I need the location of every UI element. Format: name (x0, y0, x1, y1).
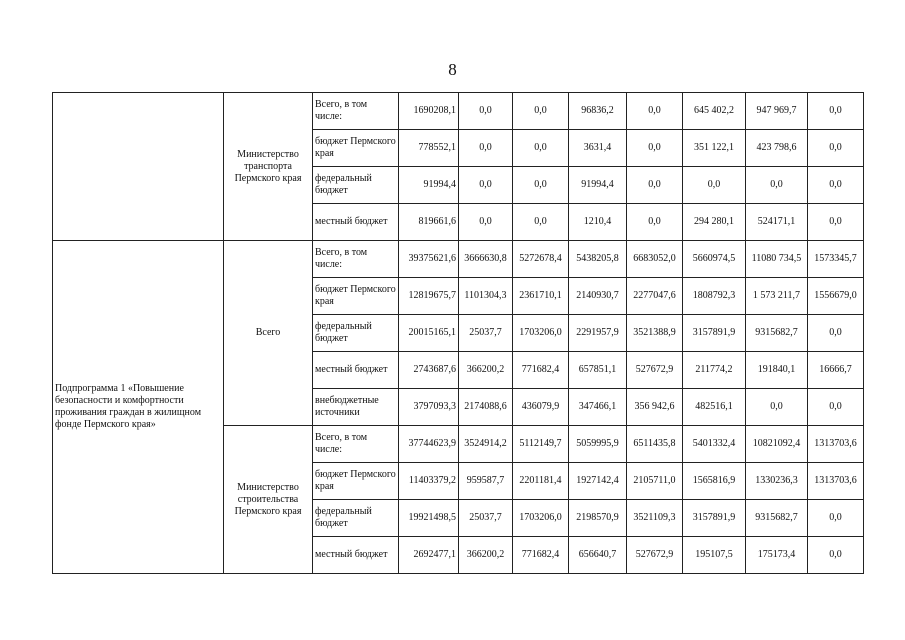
value-cell: 0,0 (746, 389, 808, 426)
funding-source-cell: бюджет Пермского края (313, 130, 399, 167)
funding-source-cell: федеральный бюджет (313, 500, 399, 537)
value-cell: 175173,4 (746, 537, 808, 574)
value-cell: 356 942,6 (627, 389, 683, 426)
value-cell: 191840,1 (746, 352, 808, 389)
value-cell: 1703206,0 (513, 315, 569, 352)
value-cell: 25037,7 (459, 315, 513, 352)
value-cell: 2291957,9 (569, 315, 627, 352)
value-cell: 294 280,1 (683, 204, 746, 241)
funding-source-cell: местный бюджет (313, 204, 399, 241)
value-cell: 9315682,7 (746, 500, 808, 537)
value-cell: 9315682,7 (746, 315, 808, 352)
value-cell: 1330236,3 (746, 463, 808, 500)
value-cell: 0,0 (808, 537, 864, 574)
value-cell: 211774,2 (683, 352, 746, 389)
value-cell: 527672,9 (627, 352, 683, 389)
value-cell: 11080 734,5 (746, 241, 808, 278)
value-cell: 0,0 (459, 204, 513, 241)
value-cell: 3524914,2 (459, 426, 513, 463)
value-cell: 657851,1 (569, 352, 627, 389)
value-cell: 0,0 (808, 204, 864, 241)
value-cell: 645 402,2 (683, 93, 746, 130)
value-cell: 0,0 (808, 500, 864, 537)
value-cell: 0,0 (808, 167, 864, 204)
value-cell: 0,0 (513, 130, 569, 167)
value-cell: 10821092,4 (746, 426, 808, 463)
value-cell: 0,0 (808, 130, 864, 167)
program-cell: Подпрограмма 1 «Повышение безопасности и комфортности проживания граждан в жилищном фонде Пермского края» (53, 241, 224, 574)
value-cell: 3521109,3 (627, 500, 683, 537)
value-cell: 37744623,9 (399, 426, 459, 463)
executor-cell: Министерство транспорта Пермского края (224, 93, 313, 241)
table-row (53, 241, 864, 278)
page-number: 8 (448, 60, 457, 79)
value-cell: 366200,2 (459, 352, 513, 389)
value-cell: 1690208,1 (399, 93, 459, 130)
value-cell: 5660974,5 (683, 241, 746, 278)
executor-cell: Всего (224, 241, 313, 426)
value-cell: 6511435,8 (627, 426, 683, 463)
value-cell: 0,0 (459, 167, 513, 204)
value-cell: 0,0 (808, 315, 864, 352)
value-cell: 1 573 211,7 (746, 278, 808, 315)
value-cell: 0,0 (513, 93, 569, 130)
value-cell: 3797093,3 (399, 389, 459, 426)
value-cell: 96836,2 (569, 93, 627, 130)
value-cell: 3157891,9 (683, 315, 746, 352)
value-cell: 20015165,1 (399, 315, 459, 352)
value-cell: 25037,7 (459, 500, 513, 537)
value-cell: 947 969,7 (746, 93, 808, 130)
value-cell: 0,0 (513, 204, 569, 241)
value-cell: 2105711,0 (627, 463, 683, 500)
value-cell: 351 122,1 (683, 130, 746, 167)
program-cell (53, 93, 224, 241)
value-cell: 0,0 (627, 167, 683, 204)
value-cell: 656640,7 (569, 537, 627, 574)
value-cell: 1703206,0 (513, 500, 569, 537)
funding-source-cell: федеральный бюджет (313, 315, 399, 352)
funding-source-cell: бюджет Пермского края (313, 463, 399, 500)
value-cell: 366200,2 (459, 537, 513, 574)
value-cell: 1808792,3 (683, 278, 746, 315)
funding-source-cell: федеральный бюджет (313, 167, 399, 204)
value-cell: 11403379,2 (399, 463, 459, 500)
value-cell: 0,0 (459, 130, 513, 167)
value-cell: 3666630,8 (459, 241, 513, 278)
value-cell: 19921498,5 (399, 500, 459, 537)
value-cell: 2174088,6 (459, 389, 513, 426)
value-cell: 3157891,9 (683, 500, 746, 537)
value-cell: 39375621,6 (399, 241, 459, 278)
value-cell: 527672,9 (627, 537, 683, 574)
value-cell: 778552,1 (399, 130, 459, 167)
value-cell: 1313703,6 (808, 463, 864, 500)
value-cell: 5059995,9 (569, 426, 627, 463)
value-cell: 0,0 (808, 93, 864, 130)
value-cell: 0,0 (683, 167, 746, 204)
value-cell: 2361710,1 (513, 278, 569, 315)
value-cell: 819661,6 (399, 204, 459, 241)
value-cell: 0,0 (627, 93, 683, 130)
executor-cell: Министерство строительства Пермского края (224, 426, 313, 574)
funding-source-cell: Всего, в том числе: (313, 93, 399, 130)
value-cell: 1556679,0 (808, 278, 864, 315)
value-cell: 524171,1 (746, 204, 808, 241)
value-cell: 1927142,4 (569, 463, 627, 500)
value-cell: 1313703,6 (808, 426, 864, 463)
value-cell: 5112149,7 (513, 426, 569, 463)
value-cell: 1573345,7 (808, 241, 864, 278)
funding-source-cell: Всего, в том числе: (313, 241, 399, 278)
funding-source-cell: Всего, в том числе: (313, 426, 399, 463)
value-cell: 3521388,9 (627, 315, 683, 352)
value-cell: 6683052,0 (627, 241, 683, 278)
value-cell: 2198570,9 (569, 500, 627, 537)
value-cell: 2692477,1 (399, 537, 459, 574)
value-cell: 771682,4 (513, 352, 569, 389)
value-cell: 5401332,4 (683, 426, 746, 463)
value-cell: 0,0 (627, 130, 683, 167)
value-cell: 0,0 (627, 204, 683, 241)
value-cell: 3631,4 (569, 130, 627, 167)
value-cell: 16666,7 (808, 352, 864, 389)
value-cell: 5272678,4 (513, 241, 569, 278)
value-cell: 2743687,6 (399, 352, 459, 389)
value-cell: 959587,7 (459, 463, 513, 500)
value-cell: 5438205,8 (569, 241, 627, 278)
value-cell: 0,0 (808, 389, 864, 426)
table-row (53, 93, 864, 130)
value-cell: 1210,4 (569, 204, 627, 241)
value-cell: 436079,9 (513, 389, 569, 426)
funding-source-cell: бюджет Пермского края (313, 278, 399, 315)
value-cell: 1101304,3 (459, 278, 513, 315)
value-cell: 482516,1 (683, 389, 746, 426)
value-cell: 195107,5 (683, 537, 746, 574)
value-cell: 2277047,6 (627, 278, 683, 315)
budget-table-body (53, 93, 864, 574)
value-cell: 0,0 (746, 167, 808, 204)
value-cell: 2140930,7 (569, 278, 627, 315)
value-cell: 423 798,6 (746, 130, 808, 167)
value-cell: 2201181,4 (513, 463, 569, 500)
budget-table (52, 92, 864, 574)
funding-source-cell: местный бюджет (313, 537, 399, 574)
value-cell: 0,0 (459, 93, 513, 130)
funding-source-cell: внебюджетные источники (313, 389, 399, 426)
value-cell: 347466,1 (569, 389, 627, 426)
value-cell: 91994,4 (399, 167, 459, 204)
value-cell: 771682,4 (513, 537, 569, 574)
value-cell: 0,0 (513, 167, 569, 204)
value-cell: 12819675,7 (399, 278, 459, 315)
value-cell: 1565816,9 (683, 463, 746, 500)
value-cell: 91994,4 (569, 167, 627, 204)
funding-source-cell: местный бюджет (313, 352, 399, 389)
